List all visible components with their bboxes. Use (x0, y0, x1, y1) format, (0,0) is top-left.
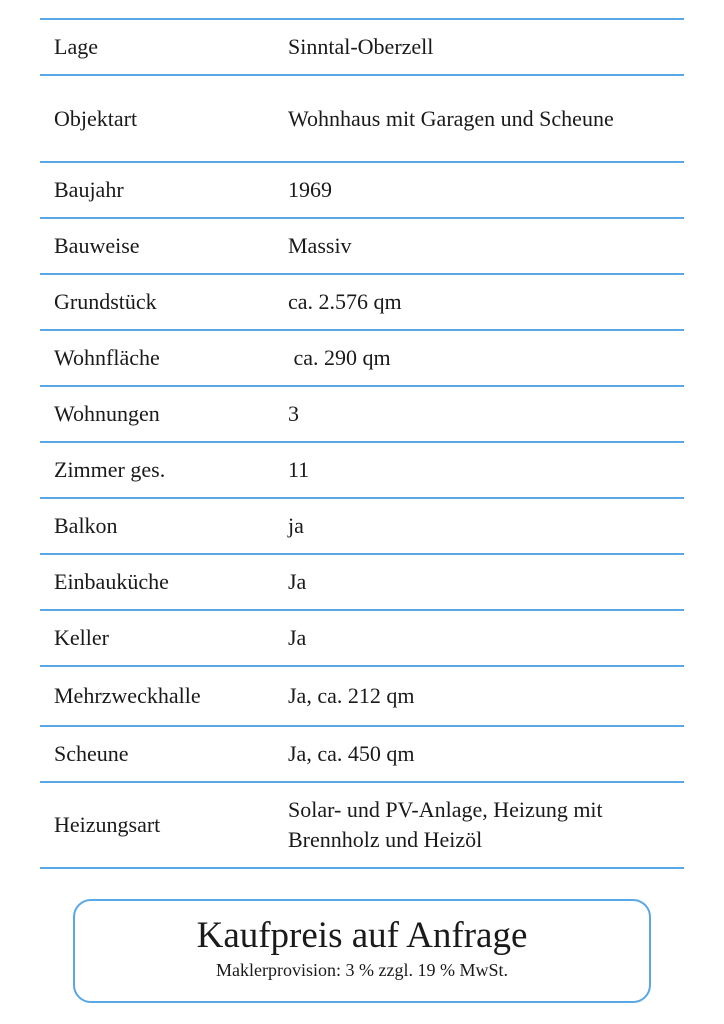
row-value: ca. 2.576 qm (288, 289, 402, 314)
row-label: Heizungsart (54, 812, 161, 837)
row-label: Lage (54, 34, 98, 59)
row-value: 1969 (288, 177, 332, 202)
row-value: 3 (288, 401, 299, 426)
row-label: Scheune (54, 741, 129, 766)
row-label: Balkon (54, 513, 118, 538)
row-label: Objektart (54, 105, 138, 131)
property-facts-table (40, 18, 684, 869)
row-value: ca. 290 qm (288, 345, 391, 370)
row-label: Einbauküche (54, 569, 169, 594)
row-label: Wohnungen (54, 401, 160, 426)
row-label: Keller (54, 625, 109, 650)
row-value: Wohnhaus mit Garagen und Scheune (288, 105, 614, 131)
row-label: Bauweise (54, 233, 140, 258)
row-value: Solar- und PV-Anlage, Heizung mit Brennholz und Heizöl (288, 797, 609, 852)
price-title: Kaufpreis auf Anfrage (196, 915, 528, 956)
row-value: ja (288, 513, 304, 538)
row-label: Mehrzweckhalle (54, 683, 201, 708)
row-einbaukueche (40, 555, 684, 611)
row-zimmer (40, 443, 684, 499)
row-wohnflaeche (40, 331, 684, 387)
row-label: Baujahr (54, 177, 124, 202)
row-objektart (40, 76, 684, 163)
row-value: Massiv (288, 233, 352, 258)
row-baujahr (40, 163, 684, 219)
row-wohnungen (40, 387, 684, 443)
row-value: Sinntal-Oberzell (288, 34, 434, 59)
row-value: Ja (288, 625, 307, 650)
row-grundstueck (40, 275, 684, 331)
row-label: Zimmer ges. (54, 457, 166, 482)
row-label: Grundstück (54, 289, 157, 314)
row-keller (40, 611, 684, 667)
commission-note: Maklerprovision: 3 % zzgl. 19 % MwSt. (216, 960, 508, 980)
row-value: Ja, ca. 212 qm (288, 683, 415, 708)
price-box (73, 899, 651, 1003)
row-balkon (40, 499, 684, 555)
row-mehrzweckhalle (40, 667, 684, 727)
row-bauweise (40, 219, 684, 275)
row-label: Wohnfläche (54, 345, 160, 370)
row-value: Ja, ca. 450 qm (288, 741, 415, 766)
row-heizungsart (40, 783, 684, 869)
row-value: Ja (288, 569, 307, 594)
row-scheune (40, 727, 684, 783)
row-lage (40, 20, 684, 76)
row-value: 11 (288, 457, 310, 482)
